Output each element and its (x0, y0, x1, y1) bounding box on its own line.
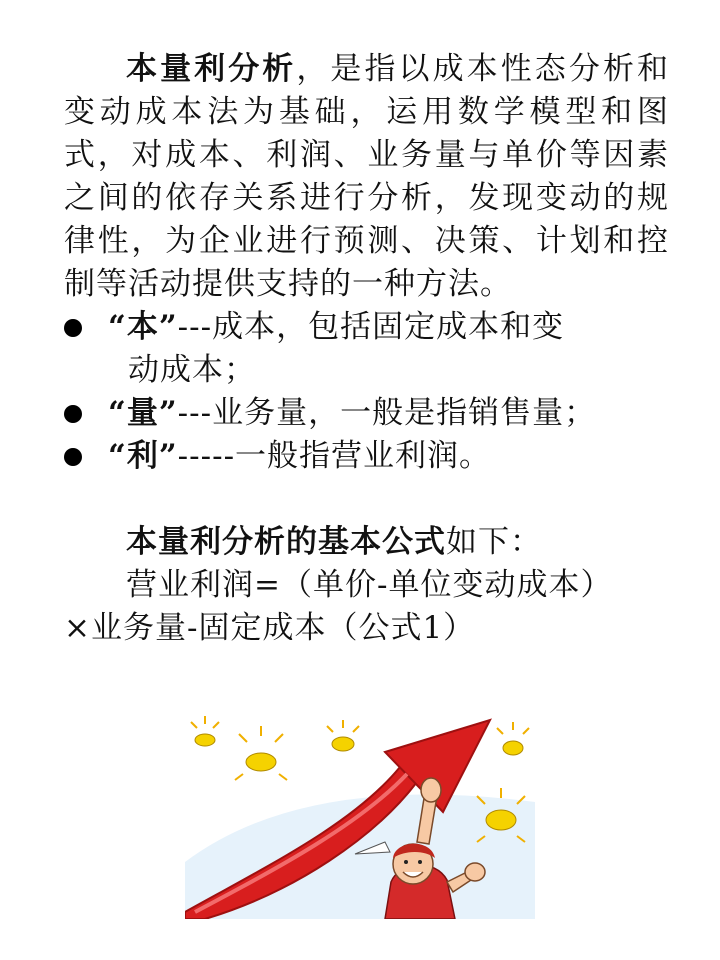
bullet-text: 业务量，一般是指销售量； (212, 395, 597, 431)
intro-paragraph (64, 48, 669, 306)
bullet-dot-icon (64, 319, 82, 337)
bullet-label: “量” (108, 395, 178, 431)
bullet-text: 一般指营业利润。 (235, 438, 492, 474)
bullet-item-liang (64, 392, 669, 435)
bullet-item-li (64, 435, 669, 478)
spacer (64, 478, 669, 521)
bullet-text: 成本，包括固定成本和变 (212, 309, 565, 345)
intro-term: 本量利分析 (126, 51, 297, 87)
intro-text: ，是指以成本性态分析和变动成本法为基础，运用数学模型和图式，对成本、利润、业务量与单价等因素之间的依存关系进行分析，发现变动的规律性，为企业进行预测、决策、计划和控制等活动提供支持的一种方法。 (64, 51, 670, 302)
formula-heading (64, 521, 669, 564)
bullet-label: “利” (108, 438, 178, 474)
formula-heading-rest: 如下： (446, 524, 542, 560)
text-block (64, 48, 669, 650)
bullet-continuation: 动成本； (128, 352, 256, 388)
formula-heading-bold: 本量利分析的基本公式 (126, 524, 446, 560)
rising-arrow-svg (185, 712, 535, 919)
bullet-label: “本” (108, 309, 178, 345)
bullet-dot-icon (64, 448, 82, 466)
bullet-dash: --- (177, 309, 213, 345)
bullet-dash: ----- (177, 438, 236, 474)
bullet-list (64, 306, 669, 478)
bullet-dash: --- (177, 395, 213, 431)
formula-line-1: 营业利润=（单价-单位变动成本） (126, 567, 613, 603)
rising-arrow-illustration (185, 712, 535, 919)
bullet-item-ben (64, 306, 669, 392)
formula-line-2: ×业务量-固定成本（公式1） (64, 610, 476, 646)
bullet-dot-icon (64, 405, 82, 423)
